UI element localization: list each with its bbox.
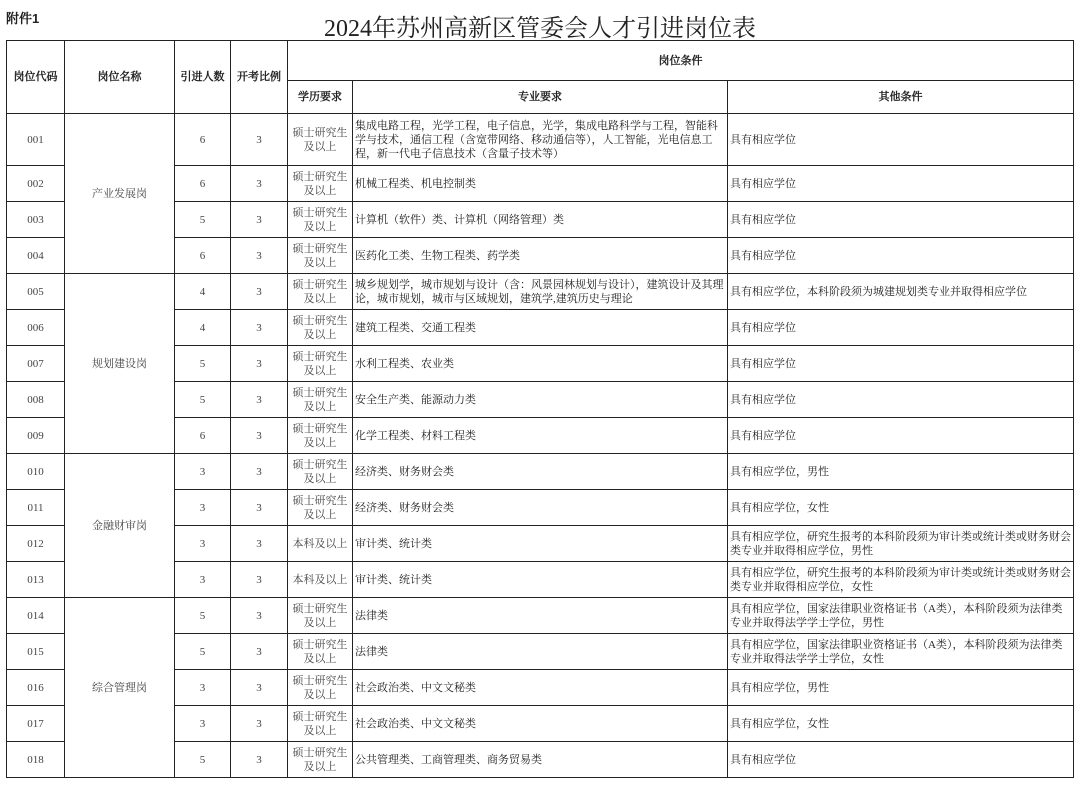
other-conditions: 具有相应学位: [728, 742, 1074, 778]
major-requirement: 机械工程类、机电控制类: [353, 166, 728, 202]
other-conditions: 具有相应学位，国家法律职业资格证书（A类），本科阶段须为法律类专业并取得法学学士学位，女性: [728, 634, 1074, 670]
exam-ratio: 3: [231, 562, 288, 598]
table-row: [7, 114, 1074, 166]
exam-ratio: 3: [231, 418, 288, 454]
exam-ratio: 3: [231, 670, 288, 706]
exam-ratio: 3: [231, 346, 288, 382]
other-conditions: 具有相应学位，研究生报考的本科阶段须为审计类或统计类或财务财会类专业并取得相应学位，男性: [728, 526, 1074, 562]
major-requirement: 水利工程类、农业类: [353, 346, 728, 382]
education-requirement: 硕士研究生及以上: [288, 418, 353, 454]
hire-count: 4: [175, 310, 231, 346]
exam-ratio: 3: [231, 706, 288, 742]
other-conditions: 具有相应学位，男性: [728, 454, 1074, 490]
education-requirement: 硕士研究生及以上: [288, 274, 353, 310]
other-conditions: 具有相应学位: [728, 382, 1074, 418]
major-requirement: 公共管理类、工商管理类、商务贸易类: [353, 742, 728, 778]
other-conditions: 具有相应学位，国家法律职业资格证书（A类），本科阶段须为法律类专业并取得法学学士学位，男性: [728, 598, 1074, 634]
other-conditions: 具有相应学位，研究生报考的本科阶段须为审计类或统计类或财务财会类专业并取得相应学位，女性: [728, 562, 1074, 598]
exam-ratio: 3: [231, 238, 288, 274]
education-requirement: 硕士研究生及以上: [288, 238, 353, 274]
exam-ratio: 3: [231, 274, 288, 310]
major-requirement: 城乡规划学，城市规划与设计（含：风景园林规划与设计），建筑设计及其理论，城市规划，城市与区域规划，建筑学,建筑历史与理论: [353, 274, 728, 310]
education-requirement: 硕士研究生及以上: [288, 382, 353, 418]
hire-count: 6: [175, 114, 231, 166]
table-row: [7, 454, 1074, 490]
header-education: 学历要求: [288, 81, 353, 114]
major-requirement: 计算机（软件）类、计算机（网络管理）类: [353, 202, 728, 238]
major-requirement: 经济类、财务财会类: [353, 490, 728, 526]
education-requirement: 硕士研究生及以上: [288, 166, 353, 202]
major-requirement: 社会政治类、中文文秘类: [353, 670, 728, 706]
position-code: 014: [7, 598, 65, 634]
education-requirement: 硕士研究生及以上: [288, 454, 353, 490]
exam-ratio: 3: [231, 114, 288, 166]
hire-count: 3: [175, 490, 231, 526]
position-code: 016: [7, 670, 65, 706]
header-count: 引进人数: [175, 41, 231, 114]
hire-count: 3: [175, 706, 231, 742]
position-code: 001: [7, 114, 65, 166]
position-code: 015: [7, 634, 65, 670]
hire-count: 3: [175, 670, 231, 706]
position-code: 003: [7, 202, 65, 238]
other-conditions: 具有相应学位: [728, 166, 1074, 202]
exam-ratio: 3: [231, 526, 288, 562]
table-row: [7, 274, 1074, 310]
major-requirement: 法律类: [353, 598, 728, 634]
positions-table: [6, 40, 1074, 778]
hire-count: 3: [175, 526, 231, 562]
position-code: 018: [7, 742, 65, 778]
hire-count: 5: [175, 202, 231, 238]
other-conditions: 具有相应学位: [728, 202, 1074, 238]
major-requirement: 安全生产类、能源动力类: [353, 382, 728, 418]
position-code: 011: [7, 490, 65, 526]
hire-count: 6: [175, 418, 231, 454]
hire-count: 3: [175, 454, 231, 490]
education-requirement: 硕士研究生及以上: [288, 346, 353, 382]
major-requirement: 审计类、统计类: [353, 526, 728, 562]
other-conditions: 具有相应学位: [728, 310, 1074, 346]
exam-ratio: 3: [231, 490, 288, 526]
hire-count: 6: [175, 166, 231, 202]
table-body: [7, 114, 1074, 778]
exam-ratio: 3: [231, 166, 288, 202]
hire-count: 4: [175, 274, 231, 310]
position-code: 017: [7, 706, 65, 742]
position-code: 010: [7, 454, 65, 490]
education-requirement: 硕士研究生及以上: [288, 706, 353, 742]
header-name: 岗位名称: [65, 41, 175, 114]
other-conditions: 具有相应学位，本科阶段须为城建规划类专业并取得相应学位: [728, 274, 1074, 310]
major-requirement: 经济类、财务财会类: [353, 454, 728, 490]
position-code: 009: [7, 418, 65, 454]
other-conditions: 具有相应学位，男性: [728, 670, 1074, 706]
attachment-label: 附件1: [6, 11, 40, 26]
education-requirement: 硕士研究生及以上: [288, 598, 353, 634]
header-code: 岗位代码: [7, 41, 65, 114]
hire-count: 5: [175, 742, 231, 778]
major-requirement: 建筑工程类、交通工程类: [353, 310, 728, 346]
position-code: 008: [7, 382, 65, 418]
major-requirement: 化学工程类、材料工程类: [353, 418, 728, 454]
position-name: 产业发展岗: [65, 114, 175, 274]
header-conditions: 岗位条件: [288, 41, 1074, 81]
other-conditions: 具有相应学位: [728, 418, 1074, 454]
exam-ratio: 3: [231, 634, 288, 670]
education-requirement: 本科及以上: [288, 562, 353, 598]
hire-count: 5: [175, 634, 231, 670]
hire-count: 6: [175, 238, 231, 274]
other-conditions: 具有相应学位，女性: [728, 706, 1074, 742]
major-requirement: 集成电路工程，光学工程，电子信息，光学，集成电路科学与工程，智能科学与技术，通信工程（含宽带网络、移动通信等），人工智能，光电信息工程，新一代电子信息技术（含量子技术等）: [353, 114, 728, 166]
hire-count: 5: [175, 346, 231, 382]
position-code: 012: [7, 526, 65, 562]
position-name: 金融财审岗: [65, 454, 175, 598]
header-ratio: 开考比例: [231, 41, 288, 114]
major-requirement: 医药化工类、生物工程类、药学类: [353, 238, 728, 274]
position-name: 规划建设岗: [65, 274, 175, 454]
major-requirement: 社会政治类、中文文秘类: [353, 706, 728, 742]
position-code: 002: [7, 166, 65, 202]
header-major: 专业要求: [353, 81, 728, 114]
position-code: 004: [7, 238, 65, 274]
exam-ratio: 3: [231, 742, 288, 778]
other-conditions: 具有相应学位: [728, 114, 1074, 166]
major-requirement: 审计类、统计类: [353, 562, 728, 598]
table-row: [7, 598, 1074, 634]
position-code: 013: [7, 562, 65, 598]
position-code: 007: [7, 346, 65, 382]
exam-ratio: 3: [231, 454, 288, 490]
education-requirement: 硕士研究生及以上: [288, 310, 353, 346]
education-requirement: 硕士研究生及以上: [288, 202, 353, 238]
position-code: 006: [7, 310, 65, 346]
major-requirement: 法律类: [353, 634, 728, 670]
exam-ratio: 3: [231, 310, 288, 346]
other-conditions: 具有相应学位: [728, 238, 1074, 274]
position-name: 综合管理岗: [65, 598, 175, 778]
hire-count: 3: [175, 562, 231, 598]
other-conditions: 具有相应学位，女性: [728, 490, 1074, 526]
other-conditions: 具有相应学位: [728, 346, 1074, 382]
hire-count: 5: [175, 598, 231, 634]
education-requirement: 本科及以上: [288, 526, 353, 562]
education-requirement: 硕士研究生及以上: [288, 742, 353, 778]
education-requirement: 硕士研究生及以上: [288, 670, 353, 706]
exam-ratio: 3: [231, 382, 288, 418]
page-title: 2024年苏州高新区管委会人才引进岗位表: [324, 16, 756, 42]
position-code: 005: [7, 274, 65, 310]
hire-count: 5: [175, 382, 231, 418]
header-other: 其他条件: [728, 81, 1074, 114]
education-requirement: 硕士研究生及以上: [288, 114, 353, 166]
education-requirement: 硕士研究生及以上: [288, 490, 353, 526]
exam-ratio: 3: [231, 598, 288, 634]
education-requirement: 硕士研究生及以上: [288, 634, 353, 670]
exam-ratio: 3: [231, 202, 288, 238]
